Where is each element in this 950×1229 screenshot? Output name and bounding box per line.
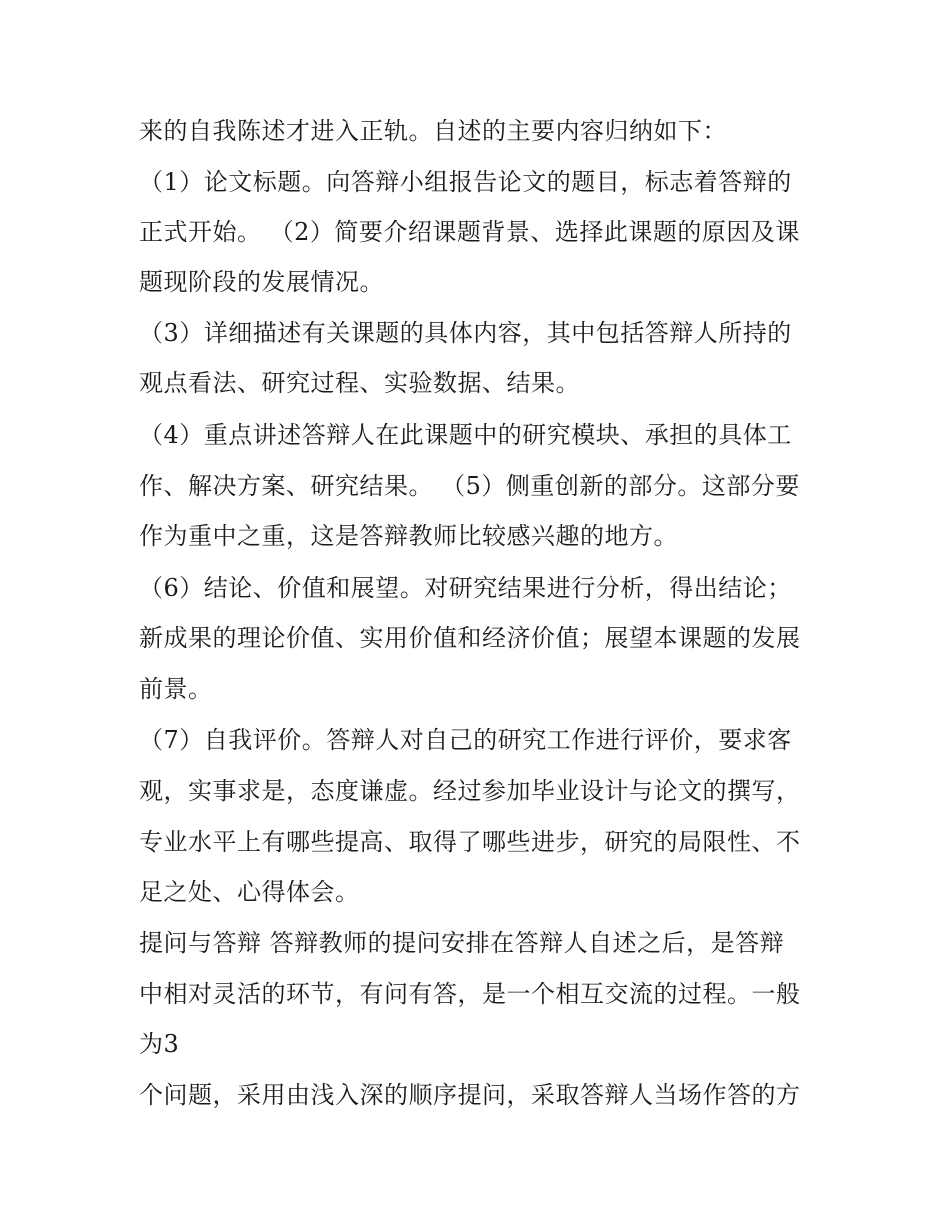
text-line: 专业水平上有哪些提高、取得了哪些进步，研究的局限性、不 xyxy=(139,828,801,856)
text-line: 为3 xyxy=(139,1030,180,1058)
text-line: 中相对灵活的环节，有问有答，是一个相互交流的过程。一般 xyxy=(139,980,801,1008)
text-line: （4）重点讲述答辩人在此课题中的研究模块、承担的具体工 xyxy=(139,421,792,449)
text-line: 前景。 xyxy=(139,675,213,703)
text-line: 题现阶段的发展情况。 xyxy=(139,268,384,296)
text-line: 提问与答辩 答辩教师的提问安排在答辩人自述之后，是答辩 xyxy=(139,929,785,957)
text-line: 足之处、心得体会。 xyxy=(139,878,360,906)
text-line: 个问题，采用由浅入深的顺序提问，采取答辩人当场作答的方 xyxy=(139,1081,801,1109)
text-line: （7）自我评价。答辩人对自己的研究工作进行评价，要求客 xyxy=(139,726,792,754)
text-line: 正式开始。 （2）简要介绍课题背景、选择此课题的原因及课 xyxy=(139,218,800,246)
text-line: 来的自我陈述才进入正轨。自述的主要内容归纳如下： xyxy=(139,117,727,145)
text-line: （3）详细描述有关课题的具体内容，其中包括答辩人所持的 xyxy=(139,319,792,347)
text-line: 作、解决方案、研究结果。 （5）侧重创新的部分。这部分要 xyxy=(139,472,800,500)
text-line: 观点看法、研究过程、实验数据、结果。 xyxy=(139,369,580,397)
text-line: （1）论文标题。向答辩小组报告论文的题目，标志着答辩的 xyxy=(139,168,792,196)
text-line: 作为重中之重，这是答辩教师比较感兴趣的地方。 xyxy=(139,522,678,550)
text-line: 新成果的理论价值、实用价值和经济价值；展望本课题的发展 xyxy=(139,624,801,652)
text-line: 观，实事求是，态度谦虚。经过参加毕业设计与论文的撰写， xyxy=(139,777,801,805)
text-line: （6）结论、价值和展望。对研究结果进行分析，得出结论； xyxy=(139,574,792,602)
